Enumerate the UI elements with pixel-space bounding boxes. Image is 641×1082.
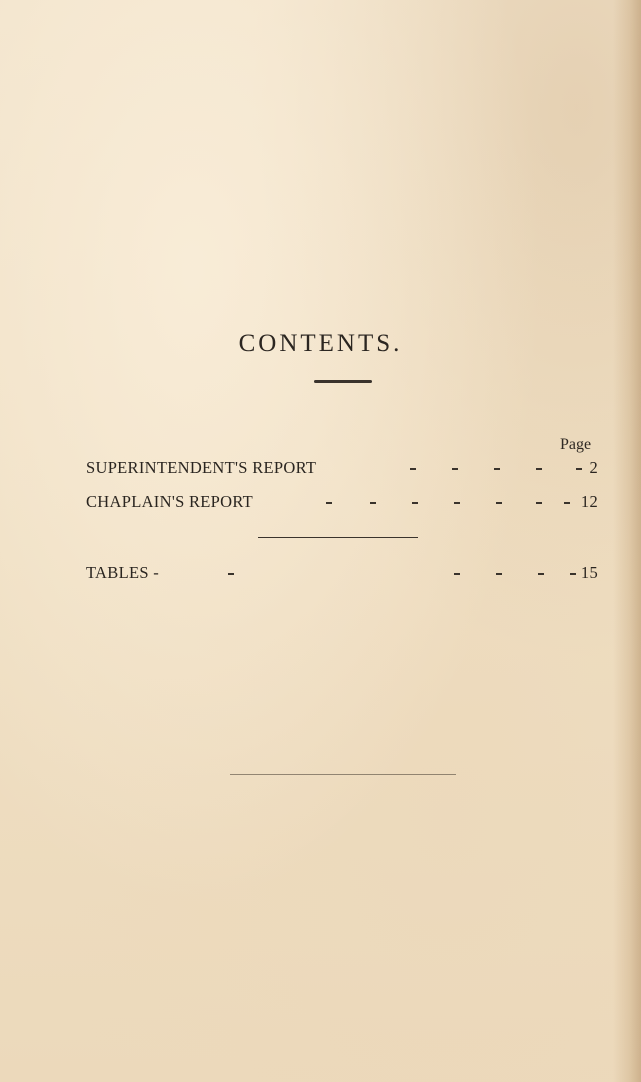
leader-dash bbox=[496, 502, 502, 504]
leader-dash bbox=[454, 502, 460, 504]
toc-entry-label: CHAPLAIN'S REPORT bbox=[86, 492, 254, 511]
leader-dash bbox=[454, 573, 460, 575]
leader-dash bbox=[536, 468, 542, 470]
leader-dash bbox=[228, 573, 234, 575]
toc-entry-page: 2 bbox=[589, 458, 598, 477]
leader-dash bbox=[576, 468, 582, 470]
leader-dash bbox=[564, 502, 570, 504]
leader-dash bbox=[452, 468, 458, 470]
title-rule bbox=[314, 380, 372, 383]
toc-entry-label: TABLES - bbox=[86, 563, 160, 582]
bottom-rule bbox=[230, 774, 456, 775]
toc-entry-page: 12 bbox=[580, 492, 598, 511]
leader-dash bbox=[412, 502, 418, 504]
leader-dash bbox=[326, 502, 332, 504]
leader-dash bbox=[496, 573, 502, 575]
contents-title: CONTENTS. bbox=[238, 330, 403, 357]
toc-entry-chaplain[interactable] bbox=[86, 492, 600, 514]
toc-entry-superintendent[interactable] bbox=[86, 458, 600, 480]
leader-dash bbox=[570, 573, 576, 575]
toc-entry-label: SUPERINTENDENT'S REPORT bbox=[86, 458, 317, 477]
leader-dash bbox=[536, 502, 542, 504]
toc-entry-page: 15 bbox=[580, 563, 598, 582]
leader-dash bbox=[410, 468, 416, 470]
toc-entry-tables[interactable] bbox=[86, 563, 600, 585]
leader-dash bbox=[538, 573, 544, 575]
leader-dash bbox=[494, 468, 500, 470]
page-column-heading: Page bbox=[560, 436, 592, 453]
show-through-line bbox=[0, 150, 641, 170]
section-divider bbox=[258, 537, 418, 538]
leader-dash bbox=[370, 502, 376, 504]
